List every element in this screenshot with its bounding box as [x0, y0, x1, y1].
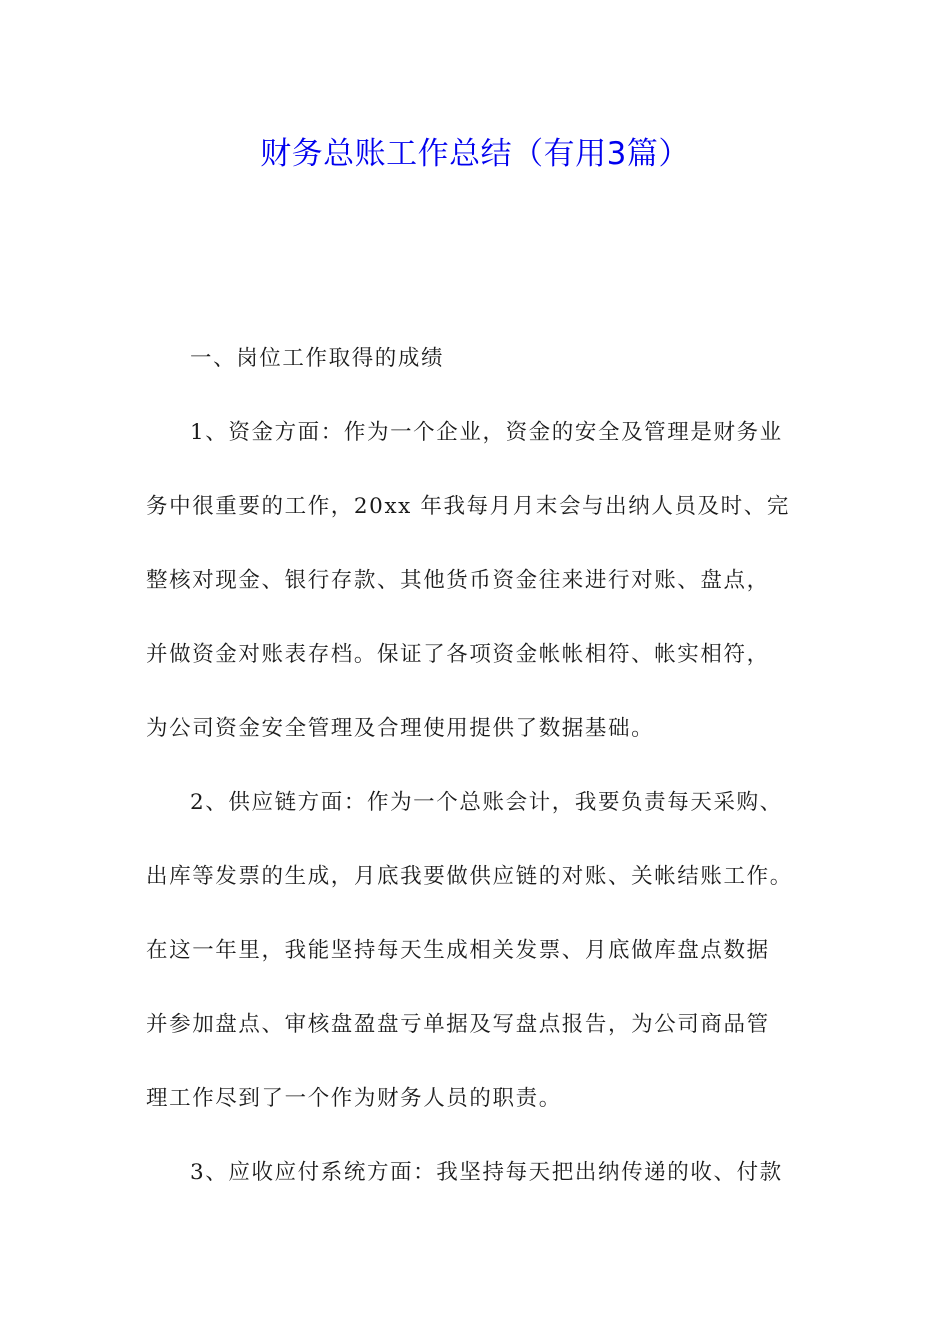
paragraph-line: 并参加盘点、审核盘盈盘亏单据及写盘点报告，为公司商品管 [146, 1012, 770, 1037]
paragraph-line: 为公司资金安全管理及合理使用提供了数据基础。 [146, 716, 655, 741]
section-heading: 一、岗位工作取得的成绩 [190, 346, 445, 371]
paragraph-line: 2、供应链方面：作为一个总账会计，我要负责每天采购、 [190, 790, 783, 815]
paragraph-line: 出库等发票的生成，月底我要做供应链的对账、关帐结账工作。 [146, 864, 793, 889]
paragraph-line: 整核对现金、银行存款、其他货币资金往来进行对账、盘点， [146, 568, 770, 593]
paragraph-line: 并做资金对账表存档。保证了各项资金帐帐相符、帐实相符， [146, 642, 770, 667]
paragraph-line: 1、资金方面：作为一个企业，资金的安全及管理是财务业 [190, 420, 783, 445]
paragraph-line: 在这一年里，我能坚持每天生成相关发票、月底做库盘点数据 [146, 938, 770, 963]
paragraph-line: 理工作尽到了一个作为财务人员的职责。 [146, 1086, 562, 1111]
document-title: 财务总账工作总结（有用3篇） [260, 136, 690, 172]
document-body [146, 340, 836, 1228]
paragraph-line: 3、应收应付系统方面：我坚持每天把出纳传递的收、付款 [190, 1160, 783, 1185]
paragraph-line: 务中很重要的工作，20xx 年我每月月末会与出纳人员及时、完 [146, 494, 790, 519]
